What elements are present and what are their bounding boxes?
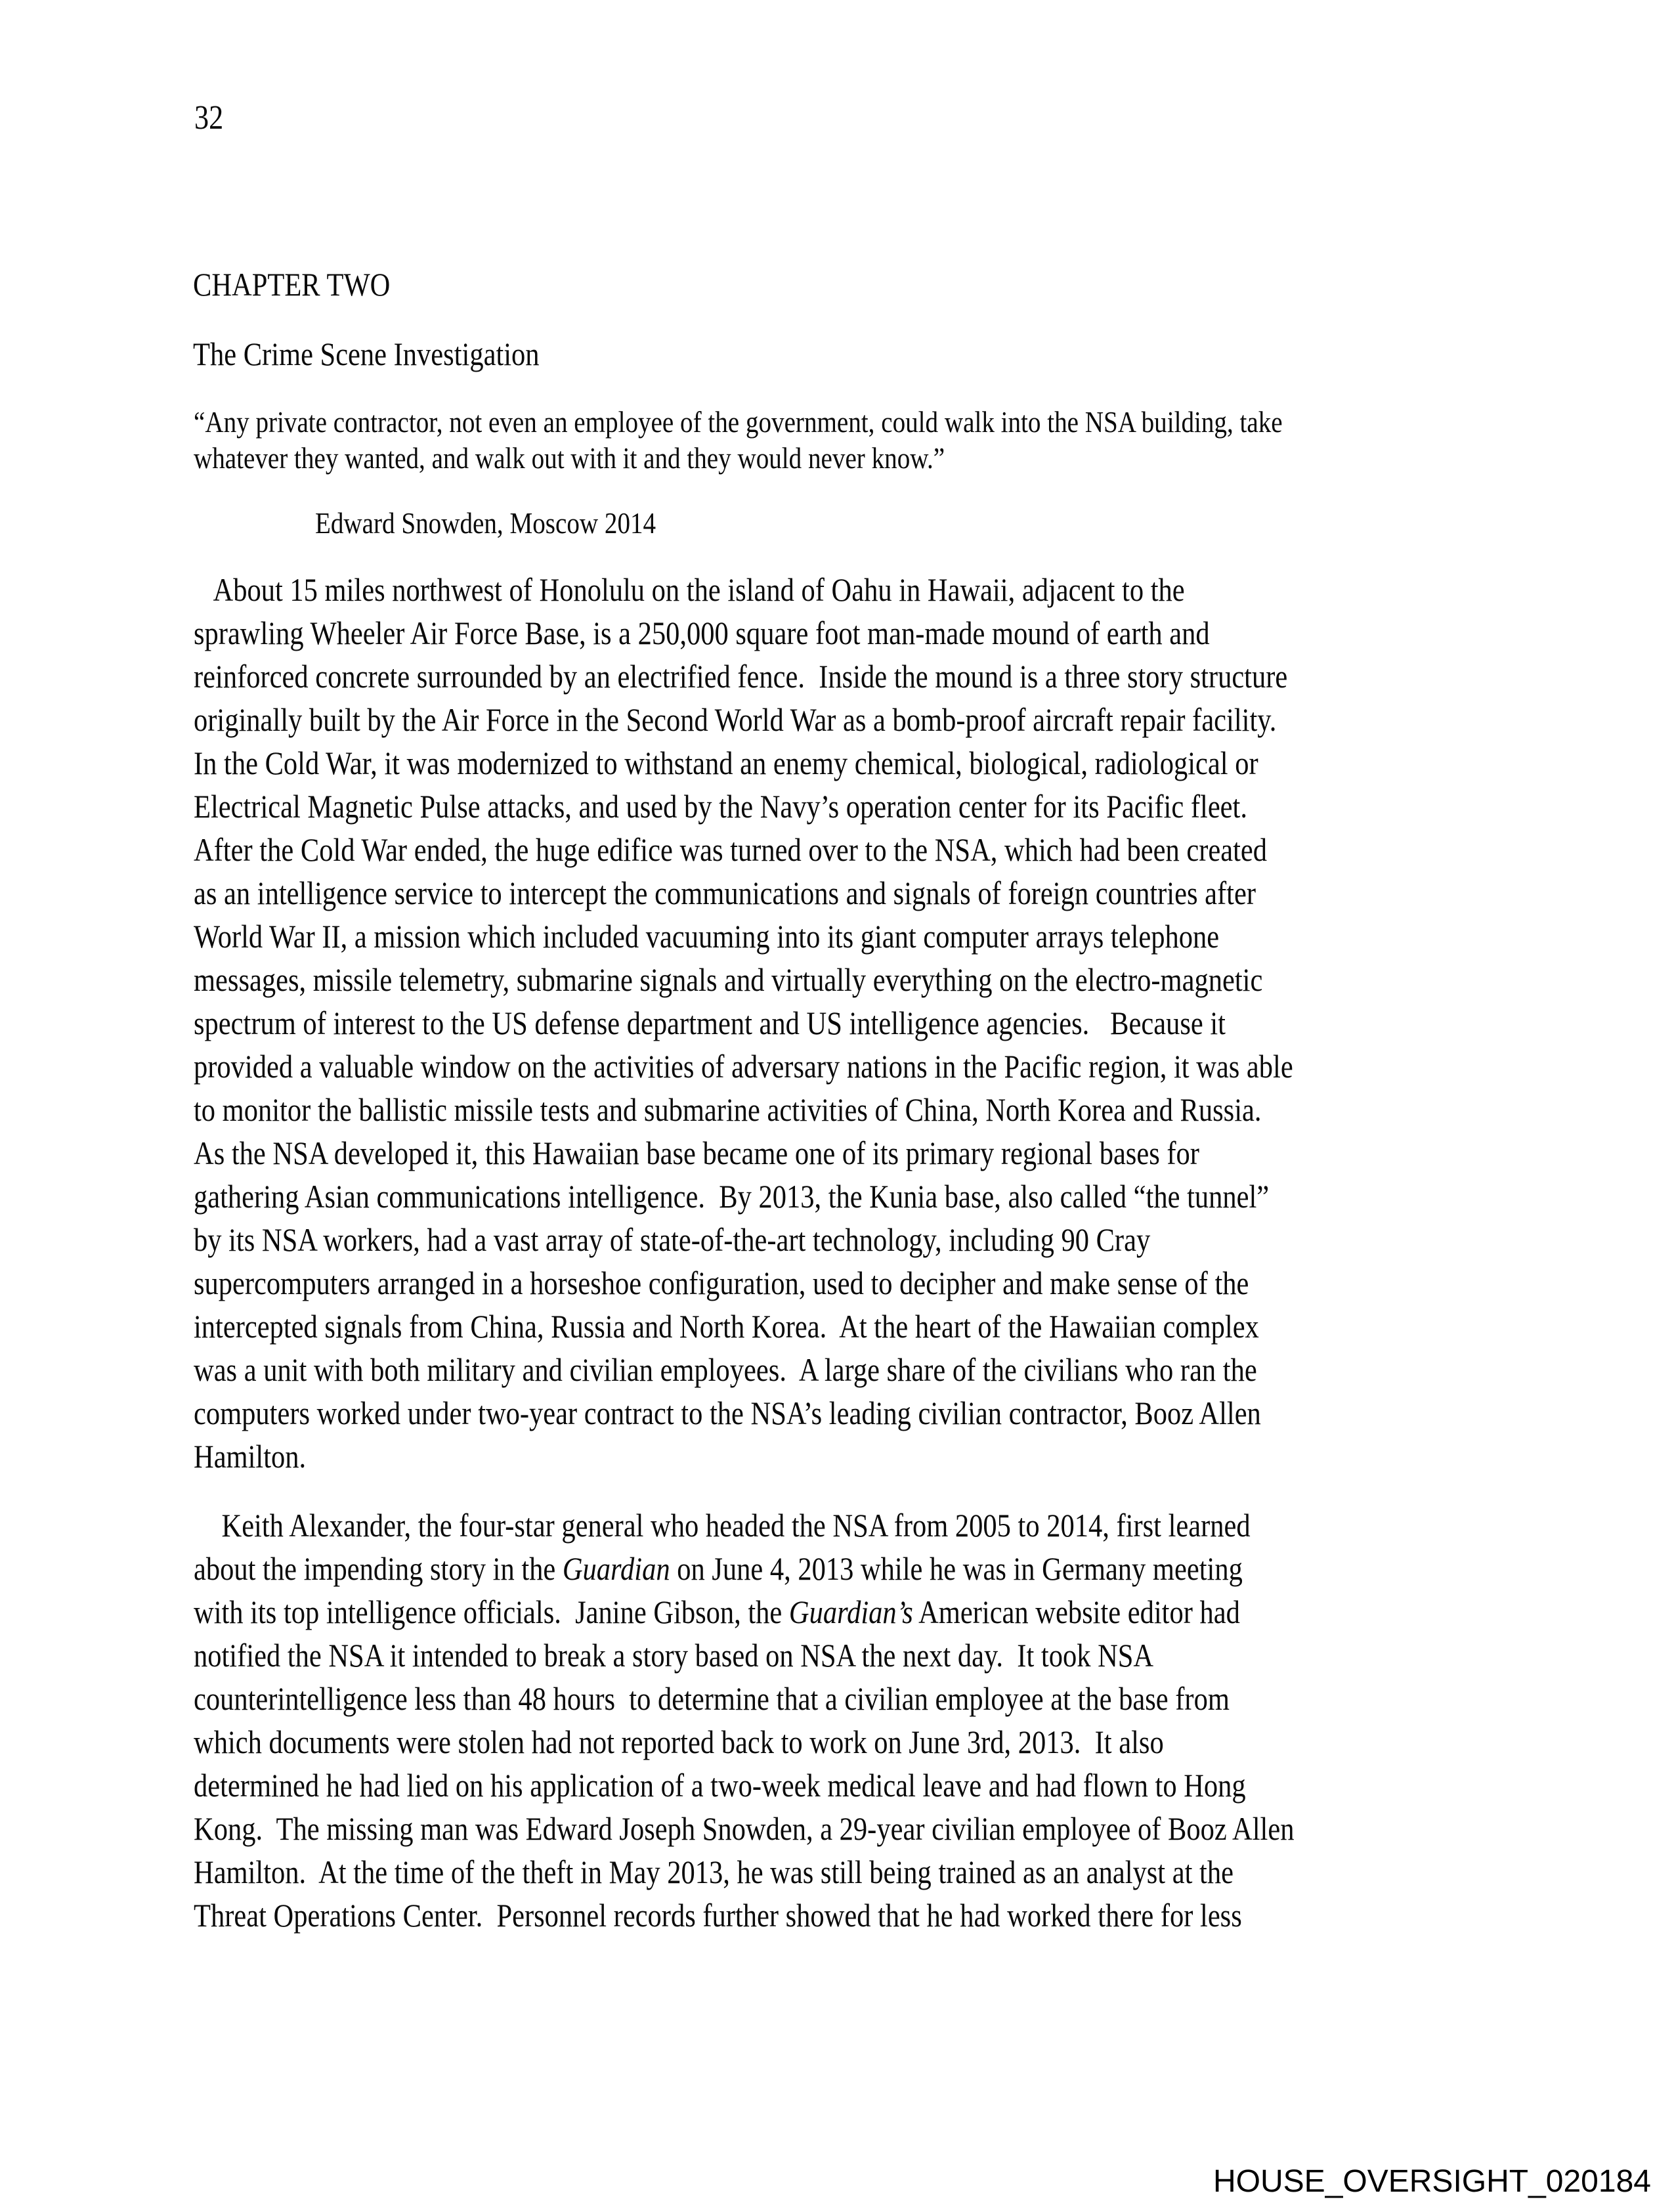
- text-line: as an intelligence service to intercept the communications and signals of foreign countries after: [194, 875, 1256, 911]
- bates-number: HOUSE_OVERSIGHT_020184: [1213, 2164, 1651, 2199]
- text-line: to monitor the ballistic missile tests and submarine activities of China, North Korea and Russia.: [194, 1091, 1262, 1128]
- text-line: In the Cold War, it was modernized to withstand an enemy chemical, biological, radiological or: [194, 745, 1258, 781]
- text-line: Threat Operations Center. Personnel records further showed that he had worked there for less: [194, 1897, 1242, 1934]
- text-line: was a unit with both military and civilian employees. A large share of the civilians who ran the: [194, 1351, 1257, 1388]
- text-line: with its top intelligence officials. Janine Gibson, the Guardian’s American website editor had: [194, 1594, 1240, 1630]
- text-line: Keith Alexander, the four-star general who headed the NSA from 2005 to 2014, first learned: [194, 1507, 1251, 1544]
- text-line: sprawling Wheeler Air Force Base, is a 250,000 square foot man-made mound of earth and: [194, 615, 1210, 651]
- text-line: Electrical Magnetic Pulse attacks, and used by the Navy’s operation center for its Pacific fleet.: [194, 788, 1247, 825]
- page-number: 32: [194, 99, 224, 137]
- text-line: After the Cold War ended, the huge edifice was turned over to the NSA, which had been created: [194, 831, 1268, 868]
- epigraph-attribution: Edward Snowden, Moscow 2014: [315, 506, 656, 540]
- epigraph-quote: [194, 404, 1283, 476]
- text-line: whatever they wanted, and walk out with it and they would never know.”: [194, 441, 945, 475]
- text-line: Hamilton.: [194, 1438, 307, 1475]
- text-line: “Any private contractor, not even an employee of the government, could walk into the NSA building, take: [194, 405, 1283, 439]
- text-line: About 15 miles northwest of Honolulu on the island of Oahu in Hawaii, adjacent to the: [194, 571, 1185, 608]
- text-line: supercomputers arranged in a horseshoe configuration, used to decipher and make sense of the: [194, 1265, 1249, 1301]
- text-line: originally built by the Air Force in the Second World War as a bomb-proof aircraft repair facility.: [194, 701, 1277, 738]
- chapter-heading: CHAPTER TWO: [193, 266, 391, 303]
- text-line: by its NSA workers, had a vast array of state-of-the-art technology, including 90 Cray: [194, 1221, 1151, 1258]
- text-line: reinforced concrete surrounded by an electrified fence. Inside the mound is a three story structure: [194, 658, 1288, 695]
- text-line: about the impending story in the Guardian on June 4, 2013 while he was in Germany meeting: [194, 1550, 1243, 1587]
- chapter-title: The Crime Scene Investigation: [193, 336, 540, 372]
- text-line: spectrum of interest to the US defense department and US intelligence agencies. Because it: [194, 1005, 1226, 1041]
- text-line: determined he had lied on his application of a two-week medical leave and had flown to Hong: [194, 1767, 1246, 1804]
- text-line: intercepted signals from China, Russia and North Korea. At the heart of the Hawaiian complex: [194, 1308, 1259, 1345]
- text-line: notified the NSA it intended to break a story based on NSA the next day. It took NSA: [194, 1637, 1154, 1674]
- text-line: which documents were stolen had not reported back to work on June 3rd, 2013. It also: [194, 1724, 1164, 1760]
- text-line: Hamilton. At the time of the theft in May 2013, he was still being trained as an analyst at the: [194, 1854, 1234, 1890]
- text-line: Kong. The missing man was Edward Joseph Snowden, a 29-year civilian employee of Booz Allen: [194, 1810, 1295, 1847]
- text-line: computers worked under two-year contract to the NSA’s leading civilian contractor, Booz Allen: [194, 1395, 1261, 1431]
- text-line: counterintelligence less than 48 hours to determine that a civilian employee at the base from: [194, 1680, 1230, 1717]
- body-paragraph-1: [194, 568, 1293, 1478]
- text-line: provided a valuable window on the activities of adversary nations in the Pacific region, it was able: [194, 1048, 1293, 1085]
- text-line: messages, missile telemetry, submarine signals and virtually everything on the electro-magnetic: [194, 961, 1263, 998]
- body-paragraph-2: [194, 1504, 1294, 1937]
- text-line: As the NSA developed it, this Hawaiian base became one of its primary regional bases for: [194, 1135, 1199, 1171]
- text-line: World War II, a mission which included vacuuming into its giant computer arrays telephone: [194, 918, 1220, 955]
- text-line: gathering Asian communications intelligence. By 2013, the Kunia base, also called “the tunnel”: [194, 1178, 1270, 1215]
